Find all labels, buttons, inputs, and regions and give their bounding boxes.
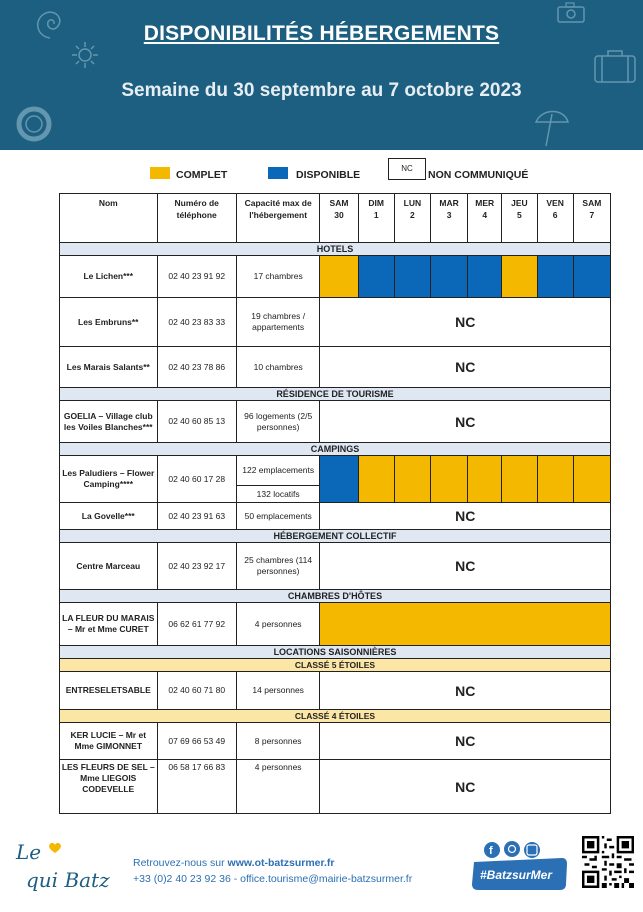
nc-cell: NC (320, 503, 611, 530)
row-phone: 02 40 23 78 86 (157, 347, 236, 388)
social-badge (468, 840, 568, 892)
section-locations: LOCATIONS SAISONNIÈRES (60, 646, 611, 659)
row-name: Le Lichen*** (60, 256, 158, 298)
table-row (60, 298, 611, 347)
day-cell-disponible (537, 256, 573, 298)
day-cell-disponible (394, 256, 430, 298)
svg-text:f: f (489, 845, 493, 857)
row-name: ENTRESELETSABLE (60, 672, 158, 710)
heart-icon (48, 842, 62, 854)
day-cell-complet (394, 456, 430, 503)
row-capacity: 132 locatifs (236, 486, 319, 503)
subsection-row (60, 659, 611, 672)
row-capacity: 50 emplacements (236, 503, 319, 530)
row-name: GOELIA – Village club les Voiles Blanches*** (60, 401, 158, 443)
header-banner (0, 0, 643, 150)
day-cell-disponible (430, 256, 467, 298)
row-name: Les Paludiers – Flower Camping**** (60, 456, 158, 503)
row-phone: 02 40 60 17 28 (157, 456, 236, 503)
nc-cell: NC (320, 347, 611, 388)
row-name: La Govelle*** (60, 503, 158, 530)
row-name: Centre Marceau (60, 543, 158, 590)
section-row (60, 443, 611, 456)
row-phone: 02 40 23 92 17 (157, 543, 236, 590)
row-capacity: 122 emplacements (236, 456, 319, 486)
col-header-capacity: Capacité max de l'hébergement (236, 194, 319, 243)
row-name: LES FLEURS DE SEL – Mme LIEGOIS CODEVELLE (60, 760, 158, 814)
table-row (60, 401, 611, 443)
section-row (60, 646, 611, 659)
row-capacity: 10 chambres (236, 347, 319, 388)
row-name: Les Marais Salants** (60, 347, 158, 388)
row-capacity: 96 logements (2/5 personnes) (236, 401, 319, 443)
col-header-day: SAM 30 (320, 194, 358, 243)
legend-complet-swatch (150, 167, 170, 179)
col-header-day: DIM 1 (358, 194, 394, 243)
col-header-nom: Nom (60, 194, 158, 243)
social-bubble-icon (468, 840, 568, 892)
page-title: DISPONIBILITÉS HÉBERGEMENTS (143, 22, 500, 45)
subsection-classe5: CLASSÉ 5 ÉTOILES (60, 659, 611, 672)
row-capacity: 19 chambres / appartements (236, 298, 319, 347)
table-row (60, 543, 611, 590)
nc-cell: NC (320, 298, 611, 347)
row-capacity: 14 personnes (236, 672, 319, 710)
section-row (60, 243, 611, 256)
footer-line-2[interactable]: +33 (0)2 40 23 92 36 - office.tourisme@mairie-batzsurmer.fr (133, 873, 413, 885)
legend (0, 158, 643, 182)
nc-cell: NC (320, 401, 611, 443)
table-row (60, 760, 611, 814)
row-phone: 02 40 60 85 13 (157, 401, 236, 443)
legend-disponible-swatch (268, 167, 288, 179)
legend-complet-label: COMPLET (176, 169, 228, 181)
day-cell-disponible (573, 256, 610, 298)
table-row (60, 672, 611, 710)
section-row (60, 388, 611, 401)
qr-code-icon (582, 836, 634, 888)
col-header-day: SAM 7 (573, 194, 610, 243)
day-cell-complet (573, 456, 610, 503)
batz-logo (14, 838, 110, 904)
day-cell-complet (537, 456, 573, 503)
logo-text-top: Le (16, 840, 42, 864)
footer-line-1: Retrouvez-nous sur www.ot-batzsurmer.fr (133, 857, 335, 869)
website-link[interactable]: www.ot-batzsurmer.fr (227, 857, 335, 869)
col-header-day: LUN 2 (394, 194, 430, 243)
section-chambres: CHAMBRES D'HÔTES (60, 590, 611, 603)
table-row (60, 603, 611, 646)
section-row (60, 530, 611, 543)
footer-contact (133, 855, 412, 887)
page-subtitle: Semaine du 30 septembre au 7 octobre 2023 (121, 80, 522, 101)
row-name: KER LUCIE – Mr et Mme GIMONNET (60, 723, 158, 760)
day-cell-complet (468, 456, 502, 503)
col-header-day: MER 4 (468, 194, 502, 243)
day-cell-complet (320, 256, 358, 298)
row-phone: 02 40 23 91 92 (157, 256, 236, 298)
lifebuoy-icon (14, 104, 54, 144)
table-row (60, 456, 611, 486)
row-phone: 06 62 61 77 92 (157, 603, 236, 646)
row-name: Les Embruns** (60, 298, 158, 347)
section-residence: RÉSIDENCE DE TOURISME (60, 388, 611, 401)
row-capacity: 25 chambres (114 personnes) (236, 543, 319, 590)
availability-table (59, 193, 611, 814)
table-row (60, 256, 611, 298)
day-cell-disponible (468, 256, 502, 298)
section-hotels: HOTELS (60, 243, 611, 256)
day-cell-complet (320, 603, 611, 646)
section-collectif: HÉBERGEMENT COLLECTIF (60, 530, 611, 543)
subsection-classe4: CLASSÉ 4 ÉTOILES (60, 710, 611, 723)
table-header-row (60, 194, 611, 243)
nc-cell: NC (320, 760, 611, 814)
col-header-day: MAR 3 (430, 194, 467, 243)
row-name: LA FLEUR DU MARAIS – Mr et Mme CURET (60, 603, 158, 646)
day-cell-complet (502, 456, 537, 503)
table-row (60, 347, 611, 388)
col-header-day: VEN 6 (537, 194, 573, 243)
legend-nc-label: NON COMMUNIQUÉ (428, 169, 529, 181)
row-capacity: 4 personnes (236, 603, 319, 646)
row-phone: 07 69 66 53 49 (157, 723, 236, 760)
col-header-day: JEU 5 (502, 194, 537, 243)
row-capacity: 4 personnes (236, 760, 319, 814)
subsection-row (60, 710, 611, 723)
row-phone: 02 40 23 83 33 (157, 298, 236, 347)
section-campings: CAMPINGS (60, 443, 611, 456)
table-row (60, 723, 611, 760)
nc-cell: NC (320, 672, 611, 710)
row-phone: 02 40 60 71 80 (157, 672, 236, 710)
row-phone: 02 40 23 91 63 (157, 503, 236, 530)
row-capacity: 8 personnes (236, 723, 319, 760)
legend-nc-box: NC (388, 158, 426, 180)
row-capacity: 17 chambres (236, 256, 319, 298)
day-cell-complet (502, 256, 537, 298)
nc-cell: NC (320, 543, 611, 590)
day-cell-disponible (320, 456, 358, 503)
section-row (60, 590, 611, 603)
legend-disponible-label: DISPONIBLE (296, 169, 361, 181)
table-row (60, 503, 611, 530)
camera-icon (556, 2, 586, 24)
row-phone: 06 58 17 66 83 (157, 760, 236, 814)
nc-cell: NC (320, 723, 611, 760)
umbrella-icon (532, 106, 572, 148)
col-header-phone: Numéro de téléphone (157, 194, 236, 243)
day-cell-complet (430, 456, 467, 503)
day-cell-disponible (358, 256, 394, 298)
logo-text-bottom: qui Batz (26, 868, 110, 892)
hashtag-label: #BatzsurMer (480, 868, 553, 882)
day-cell-complet (358, 456, 394, 503)
